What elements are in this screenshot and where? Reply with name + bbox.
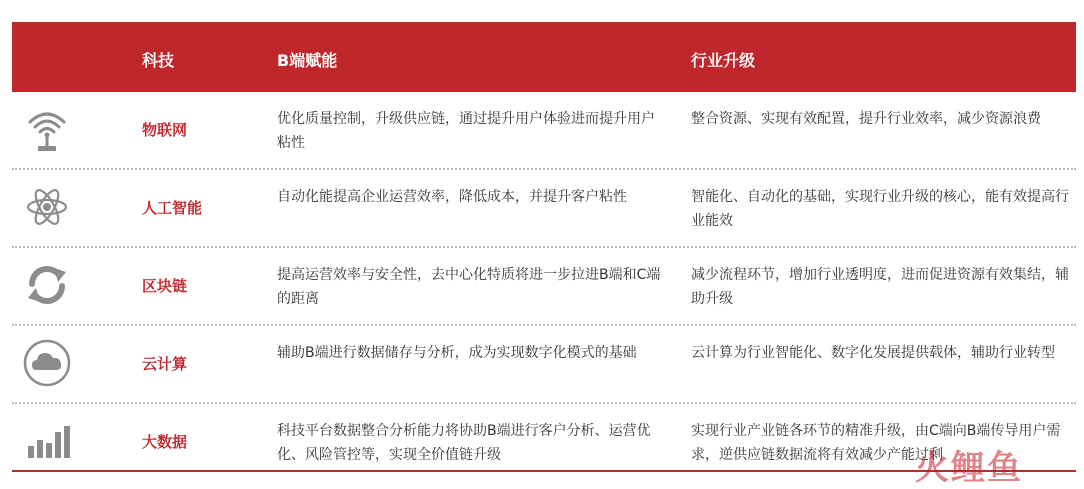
tech-name: 区块链 <box>142 277 188 295</box>
table-row <box>12 170 1076 248</box>
cloud-icon <box>22 338 72 388</box>
industry-text: 整合资源、实现有效配置，提升行业效率，减少资源浪费 <box>691 111 1041 127</box>
tech-name: 人工智能 <box>142 199 203 217</box>
header-tech: 科技 <box>142 51 175 70</box>
table-row <box>12 92 1076 170</box>
header-industry: 行业升级 <box>691 51 756 70</box>
watermark-logo: 火鲤鱼 <box>915 448 1023 488</box>
table-header <box>12 22 1076 92</box>
industry-text: 实现行业产业链各环节的精准升级，由C端向B端传导用户需求，逆供应链数据流将有效减少产能过剩 <box>691 423 1061 463</box>
atom-icon <box>22 182 72 232</box>
tech-name: 大数据 <box>142 433 188 451</box>
b-enable-text: 自动化能提高企业运营效率，降低成本，并提升客户粘性 <box>277 189 627 205</box>
tech-name: 物联网 <box>142 121 188 139</box>
b-enable-text: 科技平台数据整合分析能力将协助B端进行客户分析、运营优化、风险管控等，实现全价值链升级 <box>277 423 651 463</box>
tech-name: 云计算 <box>142 355 188 373</box>
table-row <box>12 248 1076 326</box>
b-enable-text: 优化质量控制，升级供应链，通过提升用户体验进而提升用户粘性 <box>277 111 655 151</box>
table-row <box>12 326 1076 404</box>
b-enable-text: 辅助B端进行数据储存与分析，成为实现数字化模式的基础 <box>277 345 637 361</box>
sync-arrows-icon <box>22 260 72 310</box>
industry-text: 云计算为行业智能化、数字化发展提供载体，辅助行业转型 <box>691 345 1055 361</box>
b-enable-text: 提高运营效率与安全性，去中心化特质将进一步拉进B端和C端的距离 <box>277 267 661 307</box>
comparison-table <box>12 22 1076 480</box>
industry-text: 智能化、自动化的基础，实现行业升级的核心，能有效提高行业能效 <box>691 189 1069 229</box>
header-b-enable: B端赋能 <box>277 51 338 70</box>
wifi-antenna-icon <box>22 104 72 154</box>
bar-chart-icon <box>22 416 72 466</box>
industry-text: 减少流程环节，增加行业透明度，进而促进资源有效集结，辅助升级 <box>691 267 1069 307</box>
